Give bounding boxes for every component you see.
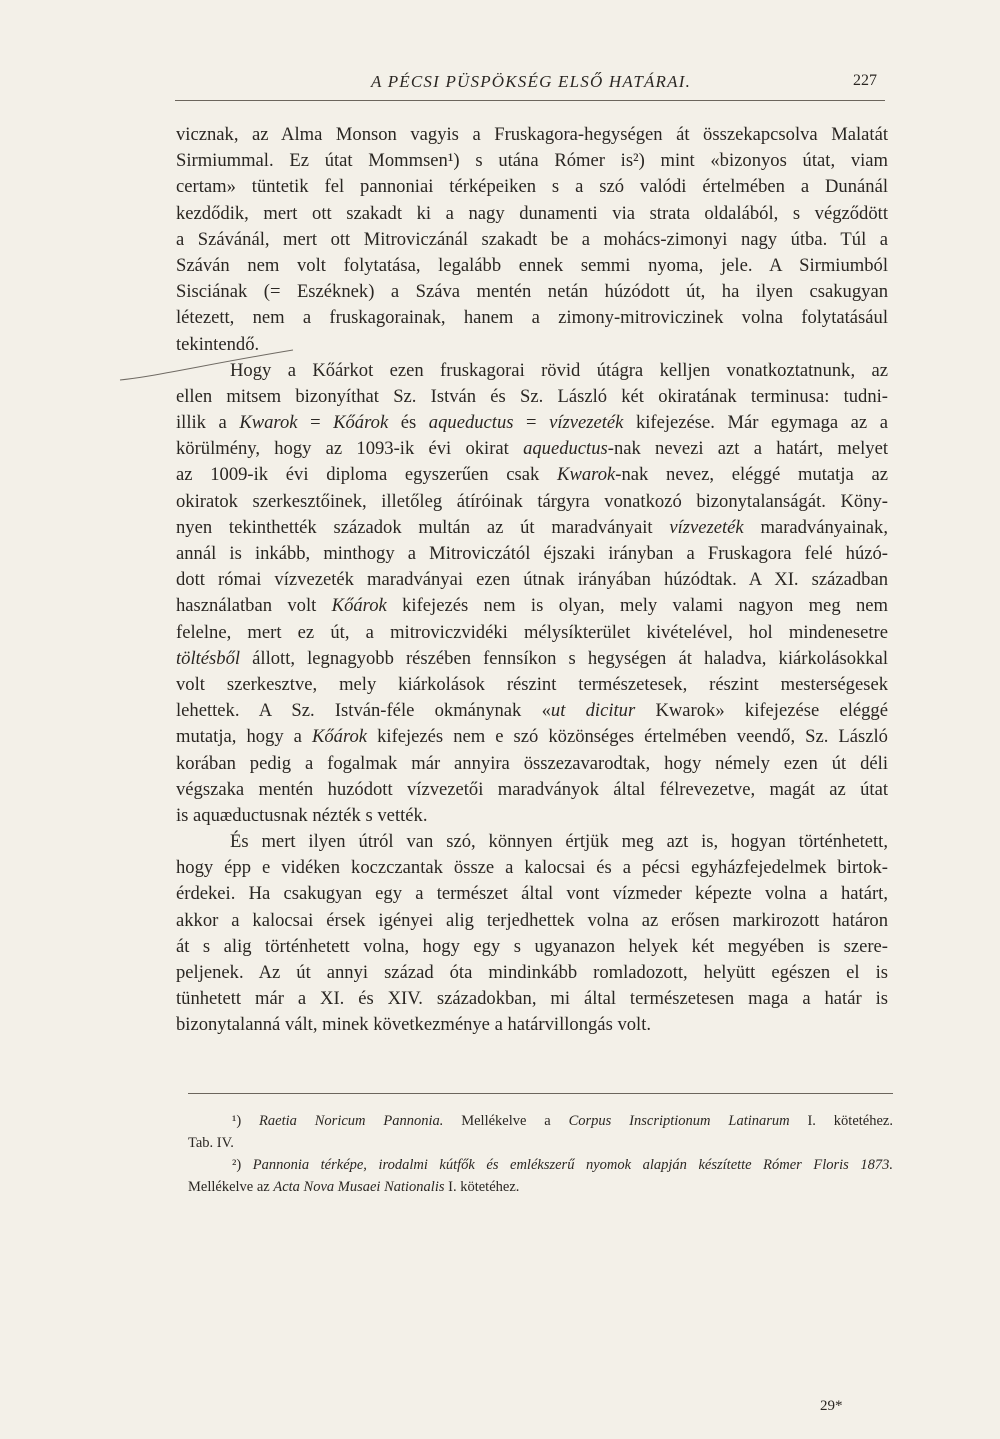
text-line <box>176 698 888 724</box>
text-line <box>176 855 888 881</box>
text-line <box>176 777 888 803</box>
text-run: létezett, nem a fruskagorainak, hanem a zimony-mitroviczinek volna folytatásául <box>176 307 888 329</box>
text-line <box>176 174 888 200</box>
text-run: vicznak, az Alma Monson vagyis a Fruskagora-hegységen át összekapcsolva Malatát <box>176 124 888 145</box>
text-run: Száván nem volt folytatása, legalább ennek semmi nyoma, jele. A Sirmiumból <box>176 254 888 276</box>
italic-term: Raetia Noricum Pannonia. <box>259 1113 444 1129</box>
text-run: kifejezés nem e szó közönséges értelmében veendő, Sz. László <box>367 726 888 748</box>
text-run: bizonytalanná vált, minek következménye a határvillongás volt. <box>176 1014 652 1036</box>
page-number: 227 <box>853 72 877 89</box>
text-run: akkor a kalocsai érsek igényei alig terjedhettek volna az erősen markirozott határon <box>176 909 888 931</box>
text-line <box>176 672 888 698</box>
text-line <box>176 489 888 515</box>
text-run: maradványainak, <box>743 516 888 538</box>
text-run: az 1009-ik évi diploma egyszerűen csak <box>176 464 558 486</box>
italic-term: Kwarok <box>239 412 298 434</box>
italic-term: Acta Nova Musaei Nationalis <box>273 1179 445 1195</box>
text-run: Hogy a Kőárkot ezen fruskagorai rövid útágra kelljen vonatkoztatnunk, az <box>230 359 888 381</box>
text-line <box>176 620 888 646</box>
italic-term: Kőárok <box>311 726 368 748</box>
italic-term: Kőárok <box>333 412 389 434</box>
text-run: használatban volt <box>176 595 332 617</box>
text-run: is aquæductusnak nézték s vették. <box>176 804 428 826</box>
text-run: peljenek. Az út annyi század óta mindinkább romladozott, helyütt egészen el is <box>176 962 888 983</box>
running-head <box>175 72 885 96</box>
text-line <box>176 122 888 148</box>
running-head-title: A PÉCSI PÜSPÖKSÉG ELSŐ HATÁRAI. <box>371 72 692 91</box>
text-line <box>176 1012 888 1038</box>
footnote-line <box>188 1176 893 1198</box>
text-run: Tab. IV. <box>188 1135 234 1151</box>
text-line <box>176 646 888 672</box>
footnotes <box>188 1110 893 1198</box>
text-run: -nak nevez, eléggé mutatja az <box>615 464 888 486</box>
footnote-line <box>188 1154 893 1176</box>
text-run: Mellékelve a <box>443 1113 569 1129</box>
text-run: tünhetett már a XI. és XIV. századokban, mi által természetesen maga a határ is <box>176 988 888 1010</box>
text-run: a Szávánál, mert ott Mitroviczánál szakadt be a mohács-zimonyi nagy útba. Túl a <box>176 228 888 250</box>
text-run: ellen mitsem bizonyíthat Sz. István és Sz. László két okiratának terminusa: tudni- <box>176 385 888 407</box>
text-run: lehettek. A Sz. István-féle okmánynak « <box>176 700 551 722</box>
footnote-line <box>188 1110 893 1132</box>
text-line <box>176 305 888 331</box>
footnote-rule <box>188 1093 893 1094</box>
text-run: nyen tekinthették századok multán az út maradványait <box>176 516 670 538</box>
italic-term: aqueductus <box>428 412 514 434</box>
text-run: állott, legnagyobb részében fennsíkon s hegységen át haladva, kiárkolásokkal <box>240 647 888 669</box>
italic-term: vízvezeték <box>669 516 744 538</box>
text-line <box>176 751 888 777</box>
italic-term: ut dicitur <box>550 700 636 722</box>
italic-term: aqueductus <box>523 438 608 460</box>
italic-term: Corpus Inscriptionum Latinarum <box>568 1113 790 1129</box>
text-run: felelne, mert ez út, a mitroviczvidéki mélysíkterület kivételével, hol mindenesetre <box>176 621 888 643</box>
text-line <box>176 881 888 907</box>
text-run: Sirmiummal. Ez útat Mommsen¹) s utána Rómer is²) mint «bizonyos útat, viam <box>176 150 888 172</box>
text-line <box>176 253 888 279</box>
text-run: okiratok szerkesztőinek, illetőleg átíróinak tárgyra vonatkozó bizonytalanságát. Köny- <box>176 490 888 512</box>
italic-term: Kwarok <box>557 464 616 486</box>
text-line <box>176 384 888 410</box>
text-run: -nak nevezi azt a határt, melyet <box>607 438 889 460</box>
text-line <box>176 201 888 227</box>
text-line <box>176 934 888 960</box>
text-run: I. kötetéhez. <box>444 1179 520 1195</box>
text-run: annál is inkább, minthogy a Mitroviczától éjszaki irányban a Fruskagora felé húzó- <box>176 543 888 564</box>
text-run: certam» tüntetik fel pannoniai térképeiken s a szó valódi értelmében a Dunánál <box>176 176 888 198</box>
text-run: tekintendő. <box>176 333 260 355</box>
text-line <box>176 724 888 750</box>
italic-term: Pannonia térképe, irodalmi kútfők és emlékszerű nyomok alapján készítette Rómer Floris 1873. <box>252 1157 893 1173</box>
text-run: illik a <box>176 412 240 434</box>
text-run: ²) <box>232 1157 253 1173</box>
text-run: = <box>513 412 550 434</box>
text-line <box>176 829 888 855</box>
signature-mark: 29* <box>820 1398 843 1414</box>
text-run: végszaka mentén huzódott vízvezetői maradványok által félrevezetve, magát az útat <box>176 778 888 800</box>
text-run: kifejezése. Már egymaga az a <box>623 412 888 434</box>
italic-term: Kőárok <box>331 595 387 617</box>
text-run: I. kötetéhez. <box>789 1113 893 1129</box>
italic-term: vízvezeték <box>549 412 624 434</box>
body-text <box>176 122 888 1039</box>
footnote-line <box>188 1132 893 1154</box>
header-rule <box>175 100 885 101</box>
text-run: és <box>388 412 429 434</box>
text-line <box>176 960 888 986</box>
pencil-mark <box>118 346 318 386</box>
text-line <box>176 803 888 829</box>
text-run: volt szerkesztve, mely kiárkolások részint természetesek, részint mesterségesek <box>176 673 888 695</box>
text-line <box>176 279 888 305</box>
text-line <box>176 567 888 593</box>
text-run: És mert ilyen útról van szó, könnyen értjük meg azt is, hogyan történhetett, <box>230 831 888 853</box>
text-line <box>176 908 888 934</box>
text-run: hogy épp e vidéken koczczantak össze a kalocsai és a pécsi egyházfejedelmek birtok- <box>176 857 888 879</box>
text-line <box>176 148 888 174</box>
text-run: kezdődik, mert ott szakadt ki a nagy dunamenti via strata oldalából, s végződött <box>176 202 888 224</box>
text-line <box>176 541 888 567</box>
text-run: = <box>297 412 334 434</box>
text-run: Mellékelve az <box>188 1179 274 1195</box>
text-line <box>176 593 888 619</box>
italic-term: töltésből <box>176 647 241 669</box>
text-line <box>176 436 888 462</box>
text-run: ¹) <box>232 1113 260 1129</box>
text-run: körülmény, hogy az 1093-ik évi okirat <box>176 438 524 460</box>
text-line <box>176 462 888 488</box>
text-run: Kwarok» kifejezése eléggé <box>635 700 888 722</box>
text-run: át s alig történhetett volna, hogy egy s ugyanazon helyek két megyében is szere- <box>176 935 888 957</box>
text-run: dott római vízvezeték maradványai ezen útnak irányában húzódtak. A XI. században <box>176 569 888 591</box>
text-line <box>176 515 888 541</box>
text-run: mutatja, hogy a <box>176 726 312 748</box>
text-line <box>176 986 888 1012</box>
text-run: érdekei. Ha csakugyan egy a természet által vont vízmeder képezte volna a határt, <box>176 883 888 905</box>
text-run: Sisciának (= Eszéknek) a Száva mentén netán húzódott út, ha ilyen csakugyan <box>176 281 888 303</box>
text-line <box>176 410 888 436</box>
text-run: korában pedig a fogalmak már annyira összezavarodtak, hogy némely ezen út déli <box>176 752 888 774</box>
text-line <box>176 227 888 253</box>
text-run: kifejezés nem is olyan, mely valami nagyon meg nem <box>386 595 888 617</box>
